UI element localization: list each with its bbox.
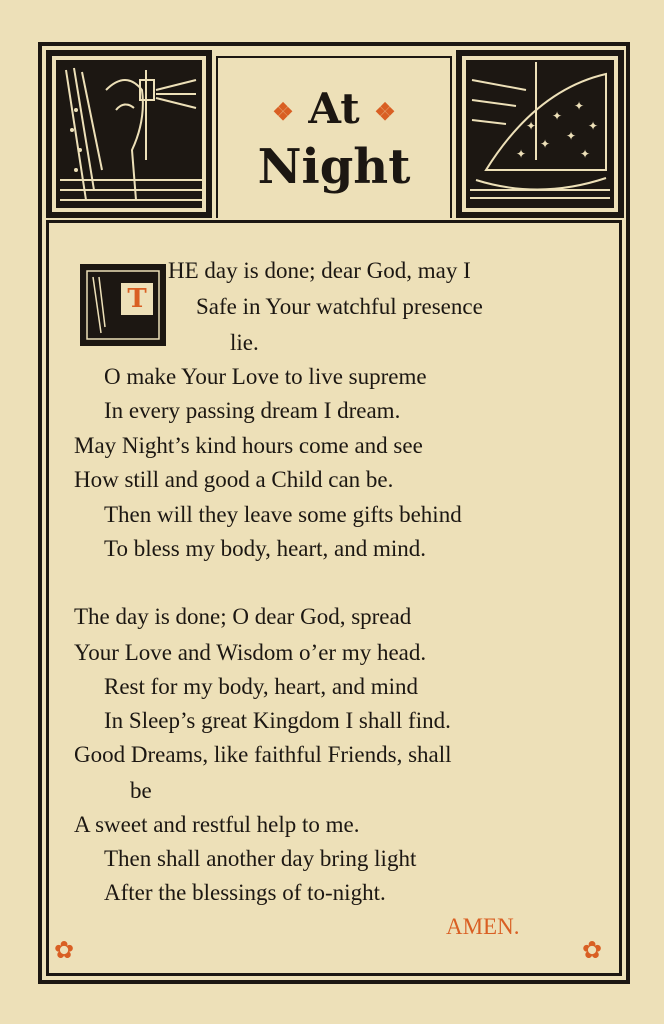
poem-line: How still and good a Child can be. (74, 467, 394, 492)
svg-text:✦: ✦ (566, 129, 577, 143)
poem-line: Good Dreams, like faithful Friends, shall (74, 742, 452, 767)
poem-line: Rest for my body, heart, and mind (104, 674, 419, 699)
ornament-icon: ❖ (374, 97, 396, 126)
poem-line: O make Your Love to live supreme (104, 364, 427, 389)
poem-line: To bless my body, heart, and mind. (104, 536, 427, 561)
poem-line: Safe in Your watchful presence (196, 294, 483, 319)
svg-text:✦: ✦ (580, 147, 591, 161)
svg-text:✦: ✦ (540, 137, 551, 151)
svg-text:✦: ✦ (526, 119, 537, 133)
poem-line: lie. (230, 330, 259, 355)
title-word-at: At (308, 84, 360, 133)
star-flower-icon: ✿ (582, 936, 603, 964)
svg-text:✦: ✦ (552, 109, 563, 123)
poem-line: After the blessings of to-night. (104, 880, 386, 905)
ornament-icon: ❖ (272, 97, 294, 126)
poem-line: HE day is done; dear God, may I (168, 258, 471, 283)
poem-line: Then will they leave some gifts behind (104, 502, 462, 527)
poem-line: be (130, 778, 152, 803)
svg-text:✦: ✦ (516, 147, 527, 161)
sailing-ship-illustration (456, 50, 624, 218)
drop-cap-letter: T (119, 281, 155, 317)
title-block (216, 56, 452, 218)
drop-cap-initial (80, 264, 166, 346)
amen-closing: AMEN. (446, 914, 520, 939)
poem-line: Then shall another day bring light (104, 846, 417, 871)
lantern-figure-illustration (46, 50, 212, 218)
title-line-1 (218, 84, 450, 133)
poem-line: In every passing dream I dream. (104, 398, 401, 423)
poem-line: Your Love and Wisdom o’er my head. (74, 640, 427, 665)
poem-line: A sweet and restful help to me. (74, 812, 360, 837)
poem-line: The day is done; O dear God, spread (74, 604, 412, 629)
star-flower-icon: ✿ (54, 936, 75, 964)
poem-line: May Night’s kind hours come and see (74, 433, 423, 458)
svg-text:✦: ✦ (588, 119, 599, 133)
poem-line: In Sleep’s great Kingdom I shall find. (104, 708, 451, 733)
title-word-night: Night (257, 139, 411, 195)
svg-text:✦: ✦ (574, 99, 585, 113)
